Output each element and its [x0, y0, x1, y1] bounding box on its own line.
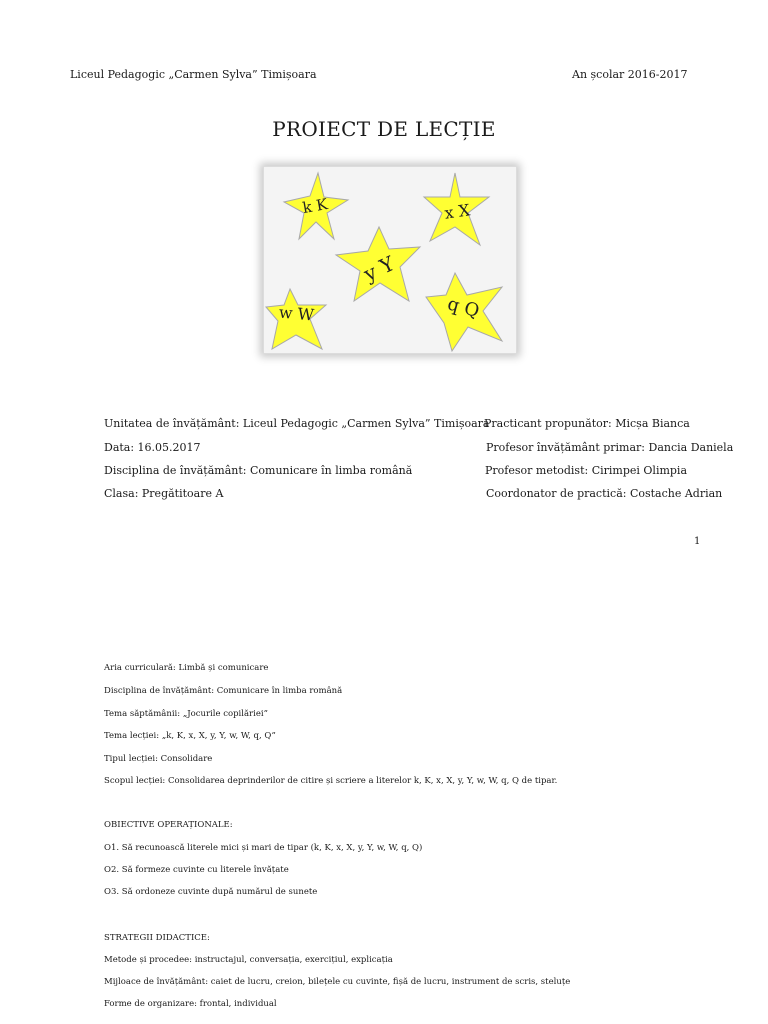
star-y: [336, 227, 420, 301]
info-practicant: Practicant propunător: Micșa Bianca: [484, 417, 690, 430]
star-w: [266, 289, 326, 349]
strategy-item: Mijloace de învățământ: caiet de lucru, creion, bilețele cu cuvinte, fișă de lucru, instrument de scris, steluțe: [104, 977, 571, 987]
header-school: Liceul Pedagogic „Carmen Sylva” Timișoara: [70, 68, 317, 81]
detail-discipline: Disciplina de învățământ: Comunicare în limba română: [104, 686, 343, 696]
strategy-item: Metode și procedee: instructajul, conversația, exercițiul, explicația: [104, 955, 393, 965]
info-coordinator: Coordonator de practică: Costache Adrian: [486, 487, 723, 500]
stars-illustration: [263, 166, 517, 354]
star-q: [426, 273, 502, 351]
detail-lesson-theme: Tema lecției: „k, K, x, X, y, Y, w, W, q, Q”: [104, 731, 276, 741]
info-date: Data: 16.05.2017: [104, 441, 201, 454]
page-number: 1: [694, 536, 701, 547]
strategy-item: Forme de organizare: frontal, individual: [104, 999, 277, 1009]
detail-weekly-theme: Tema săptămânii: „Jocurile copilăriei”: [104, 709, 268, 719]
star-label: x X: [443, 200, 472, 223]
star-label: q Q: [445, 293, 482, 322]
info-school: Unitatea de învățământ: Liceul Pedagogic „Carmen Sylva” Timișoara: [104, 417, 490, 430]
strategies-heading: STRATEGII DIDACTICE:: [104, 933, 210, 943]
info-class: Clasa: Pregătitoare A: [104, 487, 224, 500]
objectives-heading: OBIECTIVE OPERAȚIONALE:: [104, 820, 233, 830]
page-title: PROIECT DE LECȚIE: [272, 117, 496, 141]
header-school-year: An școlar 2016-2017: [572, 68, 688, 81]
detail-lesson-type: Tipul lecției: Consolidare: [104, 754, 213, 764]
objective-item: O1. Să recunoască literele mici și mari de tipar (k, K, x, X, y, Y, w, W, q, Q): [104, 843, 423, 853]
info-methodist: Profesor metodist: Cirimpei Olimpia: [485, 464, 688, 477]
detail-curricular-area: Aria curriculară: Limbă și comunicare: [104, 663, 269, 673]
star-label: w W: [278, 302, 315, 325]
detail-lesson-purpose: Scopul lecției: Consolidarea deprinderilor de citire și scriere a literelor k, K, x, X, y, Y, w, W, q, Q de tipar.: [104, 776, 558, 786]
objective-item: O3. Să ordoneze cuvinte după numărul de sunete: [104, 887, 318, 897]
star-label: k K: [301, 195, 330, 218]
info-teacher: Profesor învățământ primar: Dancia Daniela: [486, 441, 734, 454]
star-label: y Y: [359, 251, 399, 287]
star-k: [284, 173, 348, 239]
objective-item: O2. Să formeze cuvinte cu literele învățate: [104, 865, 289, 875]
info-discipline: Disciplina de învățământ: Comunicare în limba română: [104, 464, 413, 477]
star-x: [424, 173, 489, 245]
